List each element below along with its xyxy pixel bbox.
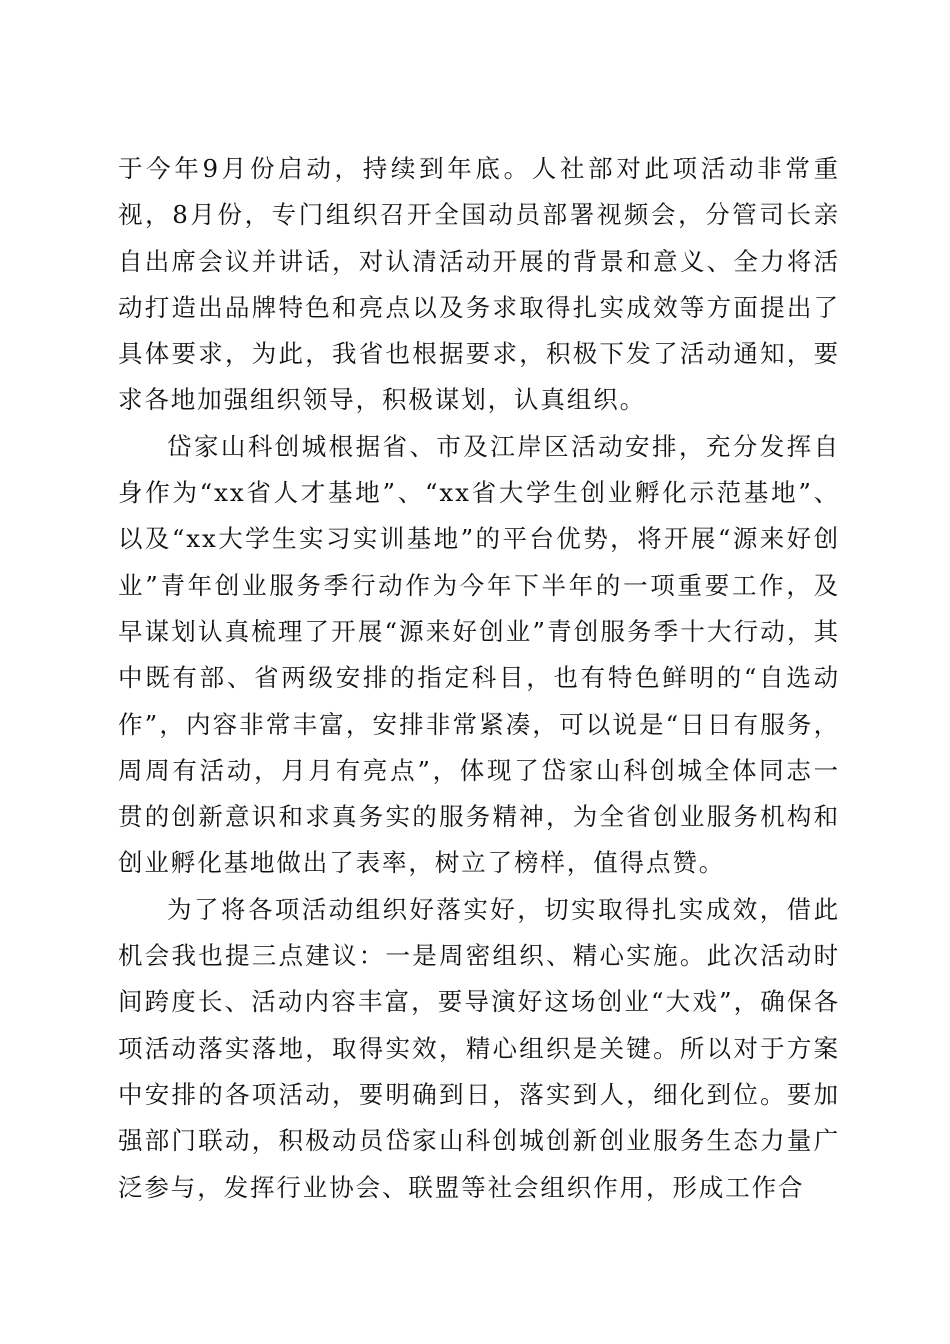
document-body <box>118 146 840 1211</box>
paragraph-2: 岱家山科创城根据省、市及江岸区活动安排，充分发挥自身作为“xx省人才基地”、“xx省大学生创业孵化示范基地”、以及“xx大学生实习实训基地”的平台优势，将开展“源来好创业”青年创业服务季行动作为今年下半年的一项重要工作，及早谋划认真梳理了开展“源来好创业”青创服务季十大行动，其中既有部、省两级安排的指定科目，也有特色鲜明的“自选动作”，内容非常丰富，安排非常紧凑，可以说是“日日有服务，周周有活动，月月有亮点”，体现了岱家山科创城全体同志一贯的创新意识和求真务实的服务精神，为全省创业服务机构和创业孵化基地做出了表率，树立了榜样，值得点赞。 <box>118 431 840 878</box>
paragraph-3: 为了将各项活动组织好落实好，切实取得扎实成效，借此机会我也提三点建议：一是周密组织、精心实施。此次活动时间跨度长、活动内容丰富，要导演好这场创业“大戏”，确保各项活动落实落地，取得实效，精心组织是关键。所以对于方案中安排的各项活动，要明确到日，落实到人，细化到位。要加强部门联动，积极动员岱家山科创城创新创业服务生态力量广泛参与，发挥行业协会、联盟等社会组织作用，形成工作合 <box>118 894 840 1202</box>
paragraph-1: 于今年9月份启动，持续到年底。人社部对此项活动非常重视，8月份，专门组织召开全国动员部署视频会，分管司长亲自出席会议并讲话，对认清活动开展的背景和意义、全力将活动打造出品牌特色和亮点以及务求取得扎实成效等方面提出了具体要求，为此，我省也根据要求，积极下发了活动通知，要求各地加强组织领导，积极谋划，认真组织。 <box>118 154 840 415</box>
